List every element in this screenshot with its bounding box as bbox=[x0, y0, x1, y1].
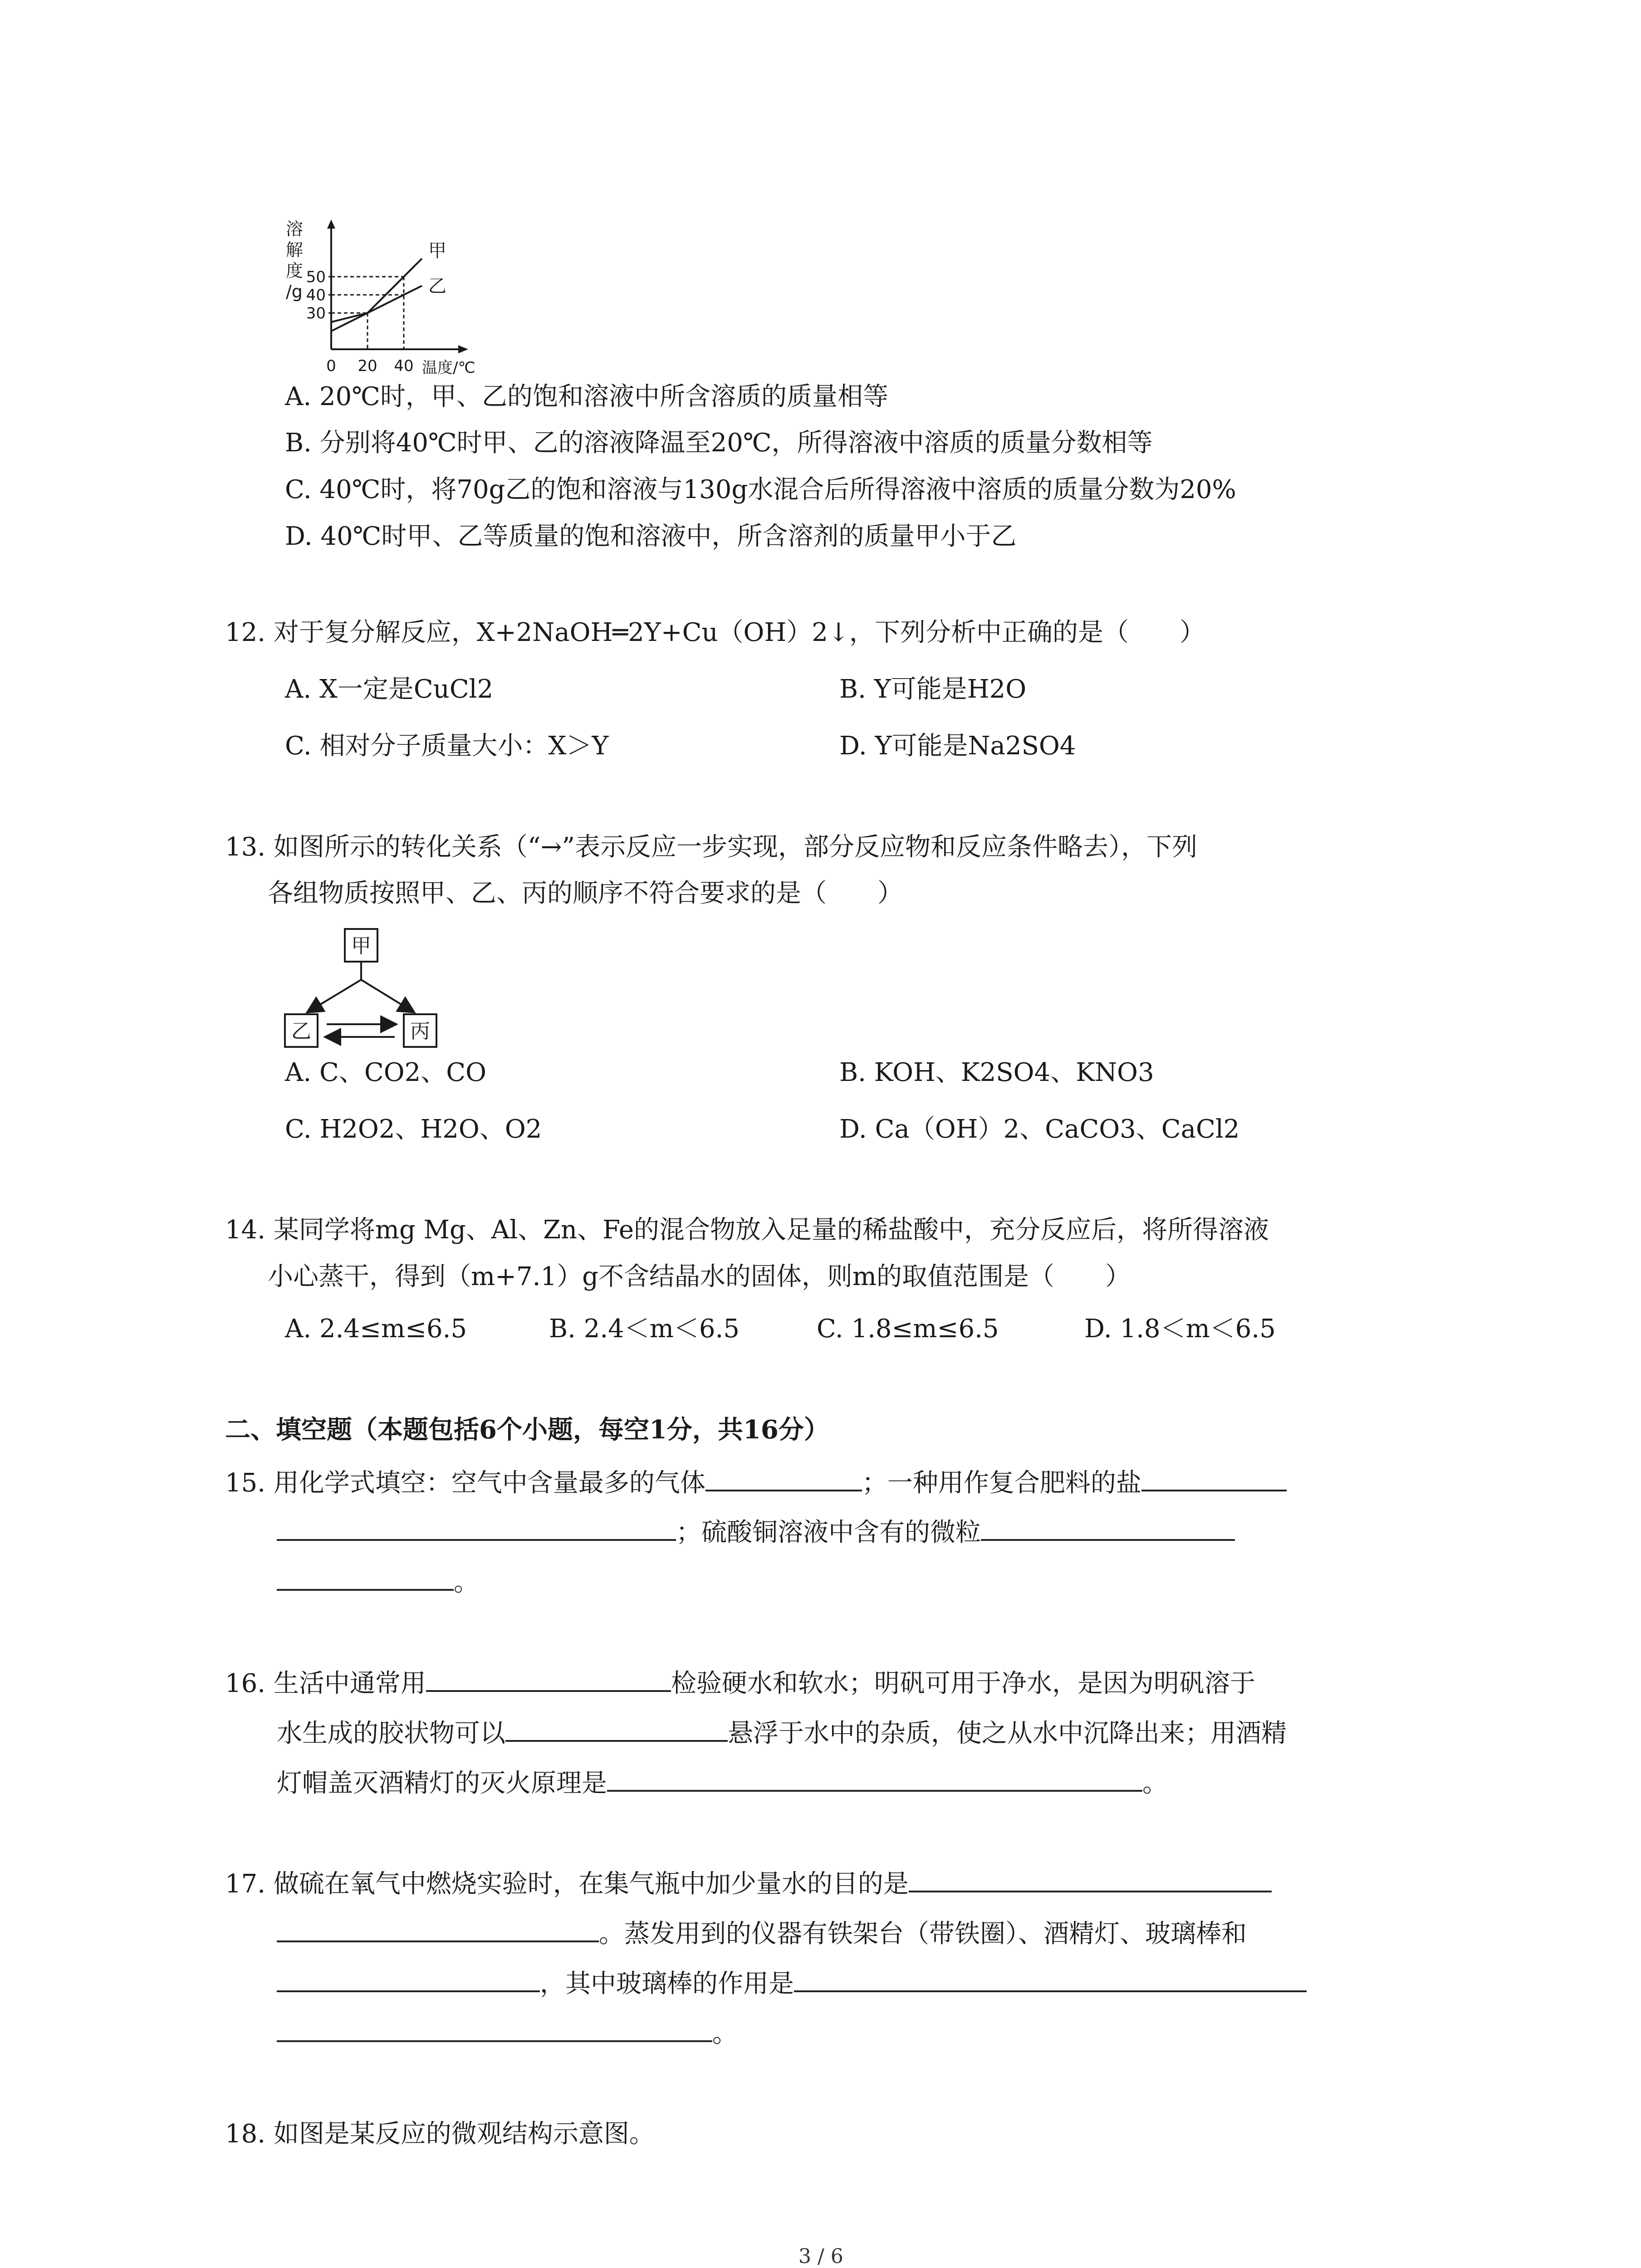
q16-blank-3[interactable] bbox=[607, 1765, 1142, 1792]
q17-text-1: 17. 做硫在氧气中燃烧实验时，在集气瓶中加少量水的目的是 bbox=[225, 1869, 909, 1899]
q14-option-a: A. 2.4≤m≤6.5 bbox=[285, 1314, 467, 1344]
q16-text-2: 检验硬水和软水；明矾可用于净水，是因为明矾溶于 bbox=[671, 1669, 1255, 1698]
q16-line1 bbox=[225, 1665, 1255, 1702]
q15-blank-1[interactable] bbox=[705, 1464, 862, 1491]
arrow-jia-to-yi bbox=[309, 962, 361, 1012]
q17-blank-1a[interactable] bbox=[909, 1865, 1272, 1892]
series-label-1: 甲 bbox=[428, 240, 446, 261]
svg-text:丙: 丙 bbox=[410, 1020, 430, 1043]
q13-stem-line2: 各组物质按照甲、乙、丙的顺序不符合要求的是（ ） bbox=[268, 879, 903, 908]
q17-blank-3b[interactable] bbox=[277, 2015, 712, 2042]
q12-stem: 12. 对于复分解反应，X+2NaOH═2Y+Cu（OH）2↓，下列分析中正确的是（ ） bbox=[225, 618, 1205, 647]
q15-text-3: ；硫酸铜溶液中含有的微粒 bbox=[676, 1518, 981, 1547]
x-axis-label: 温度/℃ bbox=[422, 359, 475, 376]
y-axis-arrow bbox=[327, 220, 335, 229]
q13-option-a: A. C、CO2、CO bbox=[285, 1058, 487, 1087]
q14-option-c: C. 1.8≤m≤6.5 bbox=[817, 1314, 999, 1344]
q17-blank-2[interactable] bbox=[277, 1965, 540, 1992]
x-tick-label: 0 bbox=[326, 357, 336, 375]
page-number: 3 / 6 bbox=[798, 2245, 843, 2268]
q16-line3 bbox=[277, 1765, 1168, 1802]
q17-text-4: 。 bbox=[712, 2019, 738, 2048]
q11-option-d: D. 40℃时甲、乙等质量的饱和溶液中，所含溶剂的质量甲小于乙 bbox=[285, 522, 1017, 551]
q14-stem-line1: 14. 某同学将mg Mg、Al、Zn、Fe的混合物放入足量的稀盐酸中，充分反应后，将所得溶液 bbox=[225, 1215, 1269, 1245]
q17-blank-1b[interactable] bbox=[277, 1915, 599, 1942]
q15-text-2: ；一种用作复合肥料的盐 bbox=[862, 1468, 1141, 1498]
q14-stem-line2: 小心蒸干，得到（m+7.1）g不含结晶水的固体，则m的取值范围是（ ） bbox=[268, 1262, 1131, 1291]
q15-line3 bbox=[277, 1564, 479, 1601]
x-axis-arrow bbox=[458, 345, 468, 353]
q17-text-3: ，其中玻璃棒的作用是 bbox=[540, 1969, 794, 1999]
q16-text-1: 16. 生活中通常用 bbox=[225, 1669, 426, 1698]
q17-blank-3a[interactable] bbox=[794, 1965, 1307, 1992]
solubility-chart bbox=[272, 213, 508, 376]
q17-line4 bbox=[277, 2015, 738, 2052]
y-axis-label-char: 度 bbox=[286, 261, 304, 281]
q16-text-5: 灯帽盖灭酒精灯的灭火原理是 bbox=[277, 1769, 607, 1798]
q16-text-3: 水生成的胶状物可以 bbox=[277, 1719, 505, 1748]
q15-blank-3a[interactable] bbox=[981, 1514, 1235, 1541]
q14-option-d: D. 1.8＜m＜6.5 bbox=[1084, 1314, 1276, 1344]
y-axis-label-char: /g bbox=[286, 282, 303, 302]
q11-option-b: B. 分别将40℃时甲、乙的溶液降温至20℃，所得溶液中溶质的质量分数相等 bbox=[285, 428, 1153, 458]
q15-line1 bbox=[225, 1464, 1287, 1501]
q12-option-a: A. X一定是CuCl2 bbox=[285, 675, 494, 704]
q15-blank-2b[interactable] bbox=[277, 1514, 676, 1541]
y-axis-label-char: 解 bbox=[286, 240, 304, 260]
q16-text-6: 。 bbox=[1142, 1769, 1168, 1798]
y-tick-label: 30 bbox=[306, 304, 326, 323]
q11-option-c: C. 40℃时，将70g乙的饱和溶液与130g水混合后所得溶液中溶质的质量分数为20% bbox=[285, 475, 1236, 504]
q11-option-a: A. 20℃时，甲、乙的饱和溶液中所含溶质的质量相等 bbox=[285, 382, 888, 411]
q17-line1 bbox=[225, 1865, 1272, 1902]
q16-blank-1[interactable] bbox=[426, 1665, 671, 1692]
x-tick-label: 40 bbox=[394, 357, 414, 375]
q12-option-c: C. 相对分子质量大小：X＞Y bbox=[285, 731, 609, 761]
q14-option-b: B. 2.4＜m＜6.5 bbox=[549, 1314, 740, 1344]
q15-blank-3b[interactable] bbox=[277, 1564, 454, 1591]
arrow-jia-to-bing bbox=[361, 980, 413, 1012]
x-tick-label: 20 bbox=[358, 357, 377, 375]
svg-text:乙: 乙 bbox=[291, 1020, 311, 1043]
q13-option-b: B. KOH、K2SO4、KNO3 bbox=[839, 1058, 1154, 1087]
q16-text-4: 悬浮于水中的杂质，使之从水中沉降出来；用酒精 bbox=[728, 1719, 1287, 1748]
q15-blank-2a[interactable] bbox=[1141, 1464, 1287, 1491]
q17-line3 bbox=[277, 1965, 1307, 2002]
svg-text:甲: 甲 bbox=[351, 934, 371, 958]
q16-blank-2[interactable] bbox=[505, 1715, 728, 1742]
series-label-2: 乙 bbox=[428, 276, 446, 297]
y-tick-label: 50 bbox=[306, 268, 326, 286]
q15-text-4: 。 bbox=[454, 1568, 479, 1597]
conversion-diagram bbox=[281, 925, 454, 1052]
q17-text-2: 。蒸发用到的仪器有铁架台（带铁圈）、酒精灯、玻璃棒和 bbox=[599, 1919, 1247, 1949]
q13-option-d: D. Ca（OH）2、CaCO3、CaCl2 bbox=[839, 1114, 1240, 1144]
q13-option-c: C. H2O2、H2O、O2 bbox=[285, 1114, 542, 1144]
section-heading: 二、填空题（本题包括6个小题，每空1分，共16分） bbox=[225, 1415, 829, 1445]
q17-line2 bbox=[277, 1915, 1247, 1952]
q16-line2 bbox=[277, 1715, 1287, 1752]
q15-line2 bbox=[277, 1514, 1235, 1551]
q18-stem: 18. 如图是某反应的微观结构示意图。 bbox=[225, 2119, 655, 2149]
y-axis-label-char: 溶 bbox=[286, 219, 304, 239]
q13-stem-line1: 13. 如图所示的转化关系（“→”表示反应一步实现，部分反应物和反应条件略去），下列 bbox=[225, 832, 1198, 862]
y-tick-label: 40 bbox=[306, 286, 326, 304]
q12-option-b: B. Y可能是H2O bbox=[839, 675, 1027, 704]
q12-option-d: D. Y可能是Na2SO4 bbox=[839, 731, 1076, 761]
q15-text-1: 15. 用化学式填空：空气中含量最多的气体 bbox=[225, 1468, 705, 1498]
